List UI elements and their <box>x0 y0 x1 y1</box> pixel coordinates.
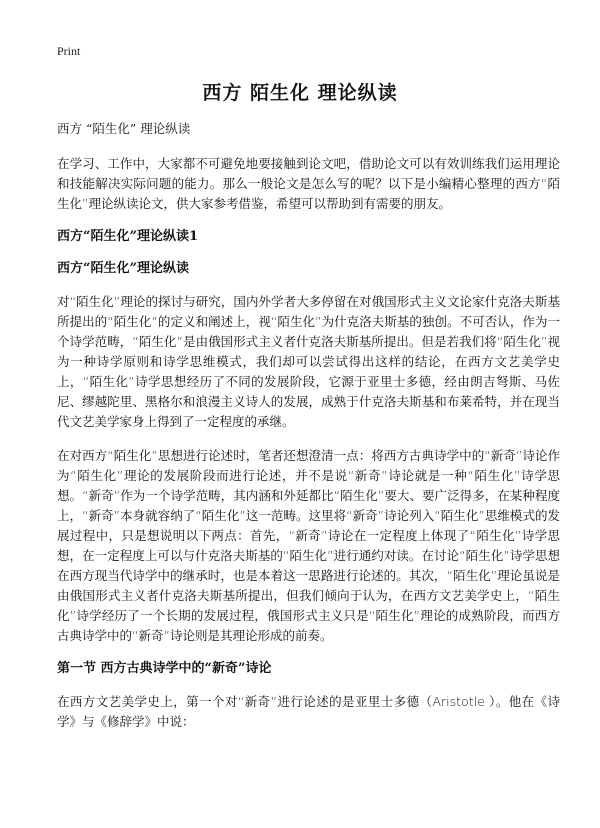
article-body <box>57 120 560 746</box>
article-subtitle: 西方 “陌生化” 理论纵读 <box>57 121 191 136</box>
section-heading-1: 西方“陌生化”理论纵读1 <box>57 229 199 244</box>
print-link[interactable]: Print <box>57 44 81 58</box>
paragraph-3: 在西方文艺美学史上，第一个对“新奇”进行论述的是亚里士多德（Aristotle ）。他在《诗学》与《修辞学》中说： <box>57 694 560 729</box>
page-title: 西方 陌生化 理论纵读 <box>202 82 398 104</box>
intro-paragraph: 在学习、工作中，大家都不可避免地要接触到论文吧，借助论文可以有效训练我们运用理论和技能解决实际问题的能力。那么一般论文是怎么写的呢？以下是小编精心整理的西方“陌生化”理论纵读论文，供大家参考借鉴，希望可以帮助到有需要的朋友。 <box>57 156 560 211</box>
paragraph-1: 对“陌生化”理论的探讨与研究，国内外学者大多停留在对俄国形式主义文论家什克洛夫斯基所提出的“陌生化”的定义和阐述上，视“陌生化”为什克洛夫斯基的独创。不可否认，作为一个诗学范畴，“陌生化”是由俄国形式主义者什克洛夫斯基所提出。但是若我们将“陌生化”视为一种诗学原则和诗学思维模式，我们却可以尝试得出这样的结论，在西方文艺美学史上，“陌生化”诗学思想经历了不同的发展阶段，它源于亚里士多德，经由朗吉弩斯、马佐尼、缪越陀里、黑格尔和浪漫主义诗人的发展，成熟于什克洛夫斯基和布莱希特，并在现当代文艺美学家身上得到了一定程度的承继。 <box>57 294 560 429</box>
paragraph-2: 在对西方“陌生化”思想进行论述时，笔者还想澄清一点：将西方古典诗学中的“新奇”诗论作为“陌生化”理论的发展阶段而进行论述，并不是说“新奇”诗论就是一种“陌生化”诗学思想。“新奇”作为一个诗学范畴，其内涵和外延都比“陌生化”要大、要广泛得多，在某种程度上，“新奇”本身就容纳了“陌生化”这一范畴。这里将“新奇”诗论列入“陌生化”思维模式的发展过程中，只是想说明以下两点：首先，“新奇”诗论在一定程度上体现了“陌生化”诗学思想，在一定程度上可以与什克洛夫斯基的“陌生化”进行通约对读。在讨论“陌生化”诗学思想在西方现当代诗学中的继承时，也是本着这一思路进行论述的。其次，“陌生化”理论虽说是由俄国形式主义者什克洛夫斯基所提出，但我们倾向于认为，在西方文艺美学史上，“陌生化”诗学经历了一个长期的发展过程，俄国形式主义只是“陌生化”理论的成熟阶段，而西方古典诗学中的“新奇”诗论则是其理论形成的前奏。 <box>57 448 560 643</box>
section-heading-2: 西方“陌生化”理论纵读 <box>57 261 189 276</box>
section-heading-3: 第一节 西方古典诗学中的“新奇”诗论 <box>57 661 272 676</box>
